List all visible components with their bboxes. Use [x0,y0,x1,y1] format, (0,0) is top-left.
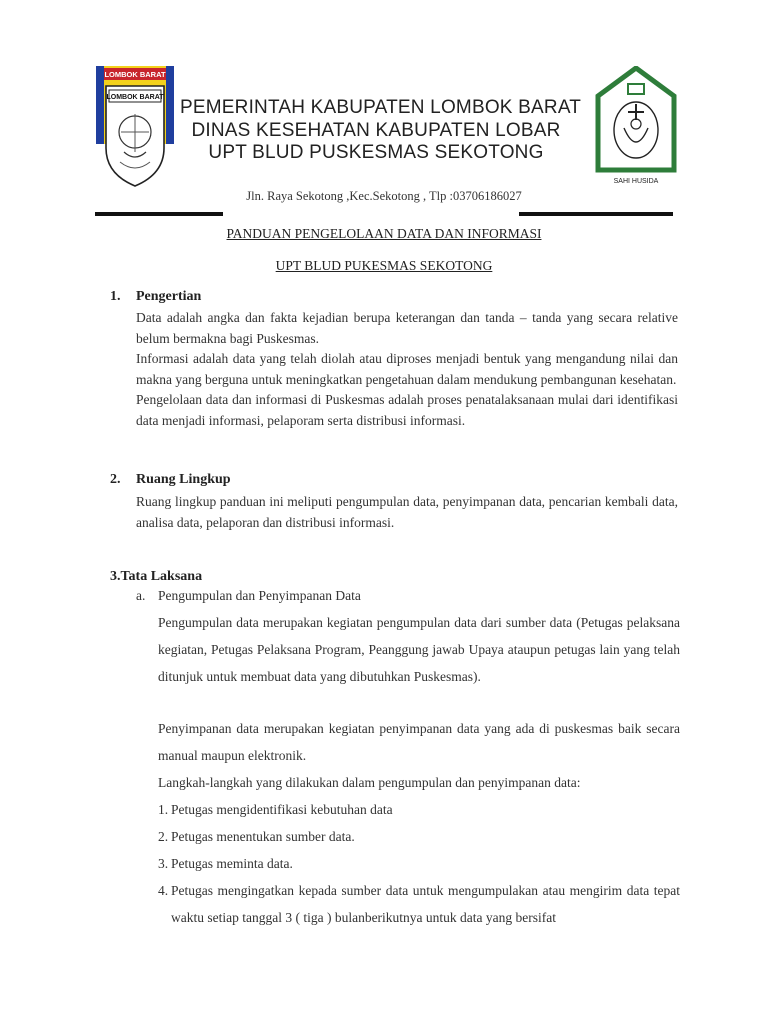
letterhead-rule-right [519,212,673,216]
step-text: Petugas mengidentifikasi kebutuhan data [171,802,393,817]
step-text: Petugas mengingatkan kepada sumber data untuk mengumpulakan atau mengirim data tepat waktu setiap tanggal 3 ( tiga ) bulanberikutnya untuk data yang bersifat [171,883,680,925]
subsection-a-para-1 [158,609,680,690]
section-1-paragraph: Informasi adalah data yang telah diolah atau diproses menjadi bentuk yang mengandung nilai dan makna yang berguna untuk meningkatkan pengetahuan dalam mendukung pembangunan kesehatan. [136,351,678,387]
list-item [158,796,680,823]
section-1-paragraph: Pengelolaan data dan informasi di Puskesmas adalah proses penatalaksanaan mulai dari identifikasi data menjadi informasi, pelaporam serta distribusi informasi. [136,392,678,428]
letterhead-line-3: UPT BLUD PUSKESMAS SEKOTONG [208,142,544,163]
storage-paragraph: Penyimpanan data merupakan kegiatan penyimpanan data yang ada di puskesmas baik secara manual maupun elektronik. [158,721,680,763]
logo-shield-text: LOMBOK BARAT [106,94,164,101]
section-3-title: Tata Laksana [120,569,203,584]
puskesmas-logo-text: SAHI HUSIDA [613,178,659,185]
letterhead-address: Jln. Raya Sekotong ,Kec.Sekotong , Tlp :03706186027 [246,189,522,203]
steps-list [158,796,680,931]
list-item [158,877,680,931]
section-2-heading [110,472,231,488]
section-1-number: 1. [110,289,121,304]
letterhead-rule-left [95,212,223,216]
letterhead-line-2: DINAS KESEHATAN KABUPATEN LOBAR [191,120,561,141]
document-title: PANDUAN PENGELOLAAN DATA DAN INFORMASI [226,226,542,241]
section-1-paragraph: Data adalah angka dan fakta kejadian berupa keterangan dan tanda – tanda yang secara relative belum bermakna bagi Puskesmas. [136,310,678,346]
step-number: 1. [158,802,169,817]
logo-banner-text: LOMBOK BARAT [104,70,166,79]
step-number: 3. [158,856,169,871]
list-item [158,850,680,877]
section-2-number: 2. [110,472,121,487]
subsection-a-label: a. [136,588,146,603]
section-2-body [136,492,678,533]
section-1-body [136,308,678,431]
step-number: 2. [158,829,169,844]
section-3-number: 3. [110,569,121,584]
lombok-barat-logo [96,66,174,188]
step-number: 4. [158,883,169,898]
section-1-heading [110,289,201,305]
letterhead-line-1: PEMERINTAH KABUPATEN LOMBOK BARAT [180,97,582,118]
subsection-a-para-2 [158,715,680,769]
document-subtitle: UPT BLUD PUKESMAS SEKOTONG [275,258,493,273]
steps-intro: Langkah-langkah yang dilakukan dalam pengumpulan dan penyimpanan data: [158,775,581,790]
section-2-title: Ruang Lingkup [136,472,231,487]
list-item [158,823,680,850]
puskesmas-logo [594,66,678,188]
subsection-a-title: Pengumpulan dan Penyimpanan Data [158,588,361,603]
step-text: Petugas meminta data. [171,856,293,871]
section-2-paragraph: Ruang lingkup panduan ini meliputi pengumpulan data, penyimpanan data, pencarian kembali data, analisa data, pelaporan dan distribusi informasi. [136,494,678,530]
section-1-title: Pengertian [136,289,202,304]
collection-paragraph: Pengumpulan data merupakan kegiatan pengumpulan data dari sumber data (Petugas pelaksana kegiatan, Petugas Pelaksana Program, Peanggung jawab Upaya ataupun petugas lain yang telah ditunjuk untuk membuat data yang dibutuhkan Puskesmas). [158,615,680,684]
step-text: Petugas menentukan sumber data. [171,829,355,844]
